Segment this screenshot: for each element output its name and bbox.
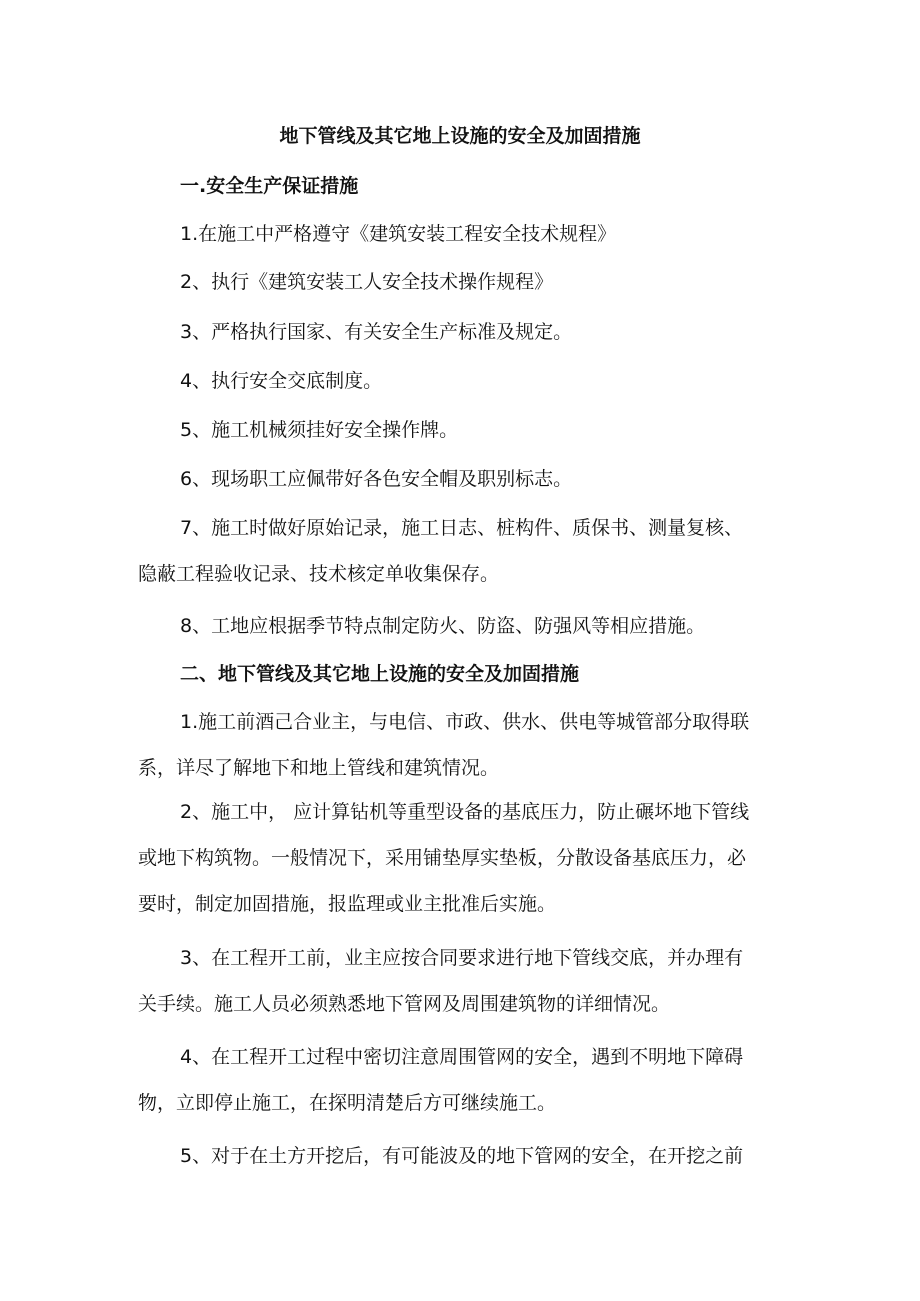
list-item-7: [138, 505, 788, 597]
paragraph-2-line-3: 要时，制定加固措施，报监理或业主批准后实施。: [138, 893, 557, 915]
list-item-2: 2、执行《建筑安装工人安全技术操作规程》: [180, 271, 554, 293]
section-heading-2: 二、地下管线及其它地上设施的安全及加固措施: [180, 663, 580, 685]
list-item-7-line-2: 隐蔽工程验收记录、技术核定单收集保存。: [138, 563, 500, 585]
list-item-4: 4、执行安全交底制度。: [180, 370, 383, 392]
paragraph-2-line-2: 或地下构筑物。一般情况下，采用铺垫厚实垫板，分散设备基底压力，必: [138, 847, 747, 869]
list-item-3: 3、严格执行国家、有关安全生产标准及规定。: [180, 321, 573, 343]
list-item-6: 6、现场职工应佩带好各色安全帽及职别标志。: [180, 468, 573, 490]
paragraph-2: [138, 789, 788, 927]
paragraph-3-line-1: 3、在工程开工前，业主应按合同要求进行地下管线交底，并办理有: [180, 947, 744, 969]
paragraph-4-line-1: 4、在工程开工过程中密切注意周围管网的安全，遇到不明地下障碍: [180, 1046, 744, 1068]
paragraph-1-line-2: 系，详尽了解地下和地上管线和建筑情况。: [138, 757, 500, 779]
paragraph-1-line-1: 1.施工前酒己合业主，与电信、市政、供水、供电等城管部分取得联: [180, 711, 750, 733]
paragraph-3: [138, 935, 788, 1027]
paragraph-1: [138, 699, 788, 791]
paragraph-4: [138, 1034, 788, 1126]
paragraph-5-line-1: 5、对于在土方开挖后，有可能波及的地下管网的安全，在开挖之前: [180, 1145, 744, 1167]
document-title: 地下管线及其它地上设施的安全及加固措施: [279, 125, 641, 147]
list-item-5: 5、施工机械须挂好安全操作牌。: [180, 419, 459, 441]
list-item-8: 8、工地应根据季节特点制定防火、防盗、防强风等相应措施。: [180, 615, 706, 637]
paragraph-3-line-2: 关手续。施工人员必须熟悉地下管网及周围建筑物的详细情况。: [138, 993, 671, 1015]
section-heading-1: 一.安全生产保证措施: [180, 175, 359, 197]
list-item-7-line-1: 7、施工时做好原始记录，施工日志、桩构件、质保书、测量复核、: [180, 517, 744, 539]
paragraph-2-line-1: 2、施工中， 应计算钻机等重型设备的基底压力，防止碾坏地下管线: [180, 801, 750, 823]
paragraph-5: [138, 1133, 788, 1179]
list-item-1: 1.在施工中严格遵守《建筑安装工程安全技术规程》: [180, 223, 617, 245]
paragraph-4-line-2: 物，立即停止施工，在探明清楚后方可继续施工。: [138, 1092, 557, 1114]
